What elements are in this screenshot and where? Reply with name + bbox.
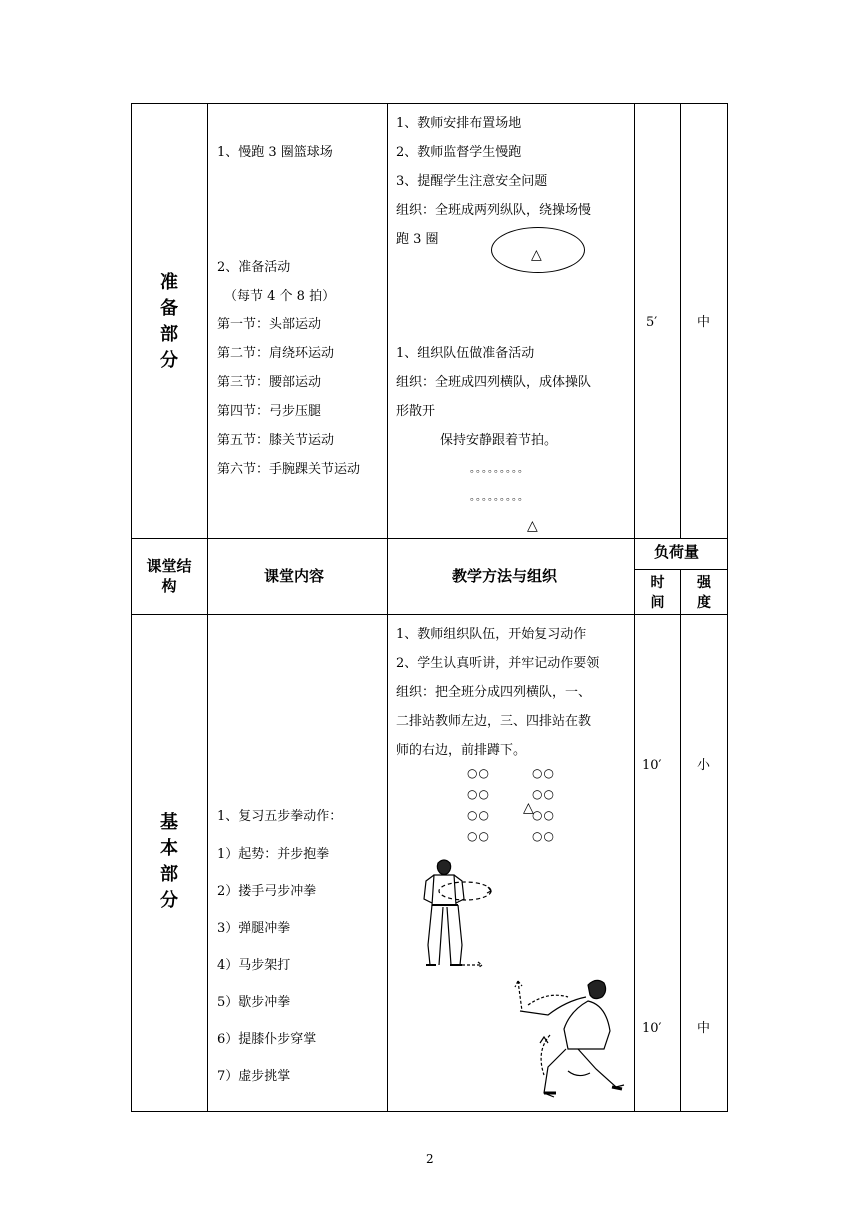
formation-right-row: ○○ [532, 829, 555, 843]
basic-intensity-2: 中 [697, 1021, 711, 1036]
prep-warmup-section: 第一节：头部运动 [217, 317, 322, 332]
prep-warmup-section: 第六节：手腕踝关节运动 [217, 462, 361, 477]
formation-row: 。。。。。。。。。 [470, 492, 529, 503]
basic-method-line: 组织：把全班分成四列横队，一、 [396, 685, 592, 700]
basic-time-1: 10′ [642, 758, 662, 773]
prep-intensity: 中 [697, 315, 711, 330]
prep-method-line: 1、教师安排布置场地 [396, 116, 522, 131]
prep-method-line: 形散开 [396, 404, 436, 419]
prep-method-line: 组织：全班成四列横队，成体操队 [396, 375, 592, 390]
basic-move: 4）马步架打 [217, 958, 291, 973]
basic-move: 1）起势：并步抱拳 [217, 847, 330, 862]
prep-method-line: 2、教师监督学生慢跑 [396, 145, 522, 160]
header-intensity: 强 度 [697, 575, 711, 611]
prep-time: 5′ [646, 315, 658, 330]
basic-move: 2）搂手弓步冲拳 [217, 884, 317, 899]
teacher-triangle-icon: △ [523, 800, 534, 816]
formation-row: 。。。。。。。。。 [470, 464, 529, 475]
basic-method-line: 2、学生认真听讲，并牢记动作要领 [396, 656, 600, 671]
prep-method-note: 保持安静跟着节拍。 [440, 433, 558, 448]
formation-left-row: ○○ [467, 787, 490, 801]
header-load: 负荷量 [654, 543, 700, 561]
kneeling-martial-artist-illustration [508, 975, 638, 1107]
prep-warmup-section: 第三节：腰部运动 [217, 375, 322, 390]
basic-title: 1、复习五步拳动作： [217, 809, 343, 824]
basic-method-line: 师的右边，前排蹲下。 [396, 743, 527, 758]
formation-right-row: ○○ [532, 766, 555, 780]
prep-warmup-section: 第二节：肩绕环运动 [217, 346, 335, 361]
prep-method-line: 跑 3 圈 [396, 232, 439, 247]
formation-left-row: ○○ [467, 766, 490, 780]
basic-move: 5）歇步冲拳 [217, 995, 291, 1010]
formation-right-row: ○○ [532, 787, 555, 801]
formation-left-row: ○○ [467, 829, 490, 843]
formation-right-row: ○○ [532, 808, 555, 822]
header-method: 教学方法与组织 [452, 567, 558, 585]
standing-martial-artist-illustration [410, 855, 500, 975]
basic-move: 6）提膝仆步穿掌 [217, 1032, 317, 1047]
formation-left-row: ○○ [467, 808, 490, 822]
basic-method-line: 二排站教师左边，三、四排站在教 [396, 714, 592, 729]
basic-method-line: 1、教师组织队伍，开始复习动作 [396, 627, 587, 642]
prep-method-line: 3、提醒学生注意安全问题 [396, 174, 548, 189]
prep-item-jog: 1、慢跑 3 圈篮球场 [217, 145, 333, 160]
prep-item-warmup: 2、准备活动 [217, 260, 291, 275]
prep-method-line: 1、组织队伍做准备活动 [396, 346, 535, 361]
basic-move: 3）弹腿冲拳 [217, 921, 291, 936]
header-structure: 课堂结 构 [146, 557, 192, 595]
header-content: 课堂内容 [264, 567, 325, 585]
prep-warmup-section: 第五节：膝关节运动 [217, 433, 335, 448]
basic-move: 7）虚步挑掌 [217, 1069, 291, 1084]
basic-section-label: 基 本 部 分 [160, 812, 178, 911]
prep-warmup-note: （每节 4 个 8 拍） [224, 289, 336, 304]
basic-time-2: 10′ [642, 1021, 662, 1036]
prep-method-line: 组织：全班成两列纵队，绕操场慢 [396, 203, 592, 218]
prep-section-label: 准 备 部 分 [160, 272, 178, 371]
basic-intensity-1: 小 [697, 758, 711, 773]
page-number: 2 [426, 1152, 434, 1166]
teacher-triangle-icon: △ [531, 247, 542, 263]
teacher-triangle-icon: △ [527, 518, 538, 534]
header-time: 时 间 [650, 575, 665, 611]
prep-warmup-section: 第四节：弓步压腿 [217, 404, 322, 419]
